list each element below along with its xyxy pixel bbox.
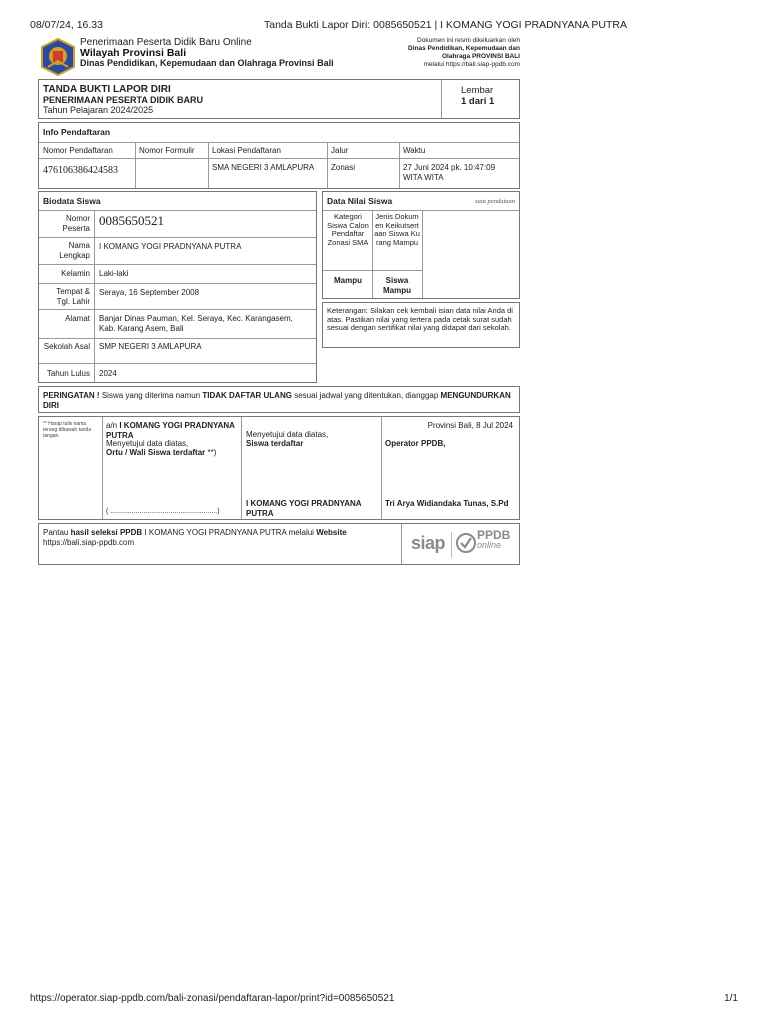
waktu-value: 27 Juni 2024 pk. 10:47:09 WITA WITA bbox=[403, 163, 496, 182]
col1-header bbox=[106, 421, 238, 440]
info-header-jalur: Jalur bbox=[331, 146, 349, 155]
footer-text2: I KOMANG YOGI PRADNYANA PUTRA melalui bbox=[144, 528, 314, 537]
value-kelamin: Laki-laki bbox=[99, 269, 129, 278]
label-sekolah: Sekolah Asal bbox=[43, 342, 90, 351]
print-title: Tanda Bukti Lapor Diri: 0085650521 | I KOMANG YOGI PRADNYANA PUTRA bbox=[264, 19, 627, 31]
title-box bbox=[38, 79, 520, 119]
signature-box bbox=[38, 416, 520, 520]
letterhead-right4: melalui https://bali.siap-ppdb.com bbox=[423, 61, 520, 68]
col1-blank: ( .......................................................) bbox=[106, 508, 220, 515]
ppdb-logo-icon bbox=[456, 532, 476, 554]
value-tahun-lulus: 2024 bbox=[99, 369, 117, 378]
bali-emblem-icon bbox=[38, 37, 78, 77]
label-alamat: Alamat bbox=[65, 314, 90, 323]
doc-subtitle: PENERIMAAN PESERTA DIDIK BARU bbox=[43, 95, 204, 105]
value-alamat: Banjar Dinas Pauman, Kel. Seraya, Kec. Karangasem, Kab. Karang Asem, Bali bbox=[99, 314, 293, 333]
col2-line1: Menyetujui data diatas, bbox=[246, 430, 329, 439]
col2-line2: Siswa terdaftar bbox=[246, 439, 304, 448]
info-header-lokasi: Lokasi Pendaftaran bbox=[212, 146, 281, 155]
letterhead-line2: Wilayah Provinsi Bali bbox=[80, 47, 187, 59]
footer-text bbox=[43, 528, 397, 538]
ppdb-logo bbox=[477, 530, 510, 550]
signature-note: ** Harap tulis nama terang dibawah tanda tangan. bbox=[43, 421, 92, 439]
footer-text1: Pantau bbox=[43, 528, 69, 537]
keterangan-box bbox=[322, 302, 520, 348]
info-pendaftaran-box bbox=[38, 122, 520, 189]
nilai-col2-header: Jenis Dokumen Keikutsertaan Siswa Kurang Mampu bbox=[374, 212, 420, 247]
label-nomor-peserta: Nomor Peserta bbox=[62, 214, 90, 233]
jalur-value: Zonasi bbox=[331, 163, 356, 172]
letterhead-right bbox=[408, 37, 520, 69]
nomor-pendaftaran-value: 476106386424583 bbox=[43, 165, 118, 176]
info-header-waktu: Waktu bbox=[403, 146, 426, 155]
col1-name: I KOMANG YOGI PRADNYANA PUTRA bbox=[106, 421, 235, 440]
biodata-heading: Biodata Siswa bbox=[43, 196, 101, 206]
info-header-nomor-formulir: Nomor Formulir bbox=[139, 146, 195, 155]
col3-name: Tri Arya Widiandaka Tunas, S.Pd bbox=[385, 499, 509, 508]
sheet-value: 1 dari 1 bbox=[461, 96, 495, 107]
col1-stars: **) bbox=[207, 448, 217, 457]
print-datetime: 08/07/24, 16.33 bbox=[30, 19, 103, 31]
letterhead-right2: Dinas Pendidikan, Kepemudaan dan bbox=[408, 45, 520, 52]
warning-text1: Siswa yang diterima namun bbox=[101, 391, 201, 400]
print-url: https://operator.siap-ppdb.com/bali-zonasi/pendaftaran-lapor/print?id=0085650521 bbox=[30, 993, 395, 1004]
nilai-heading: Data Nilai Siswa bbox=[327, 196, 393, 206]
nilai-col1-value: Mampu bbox=[334, 276, 362, 285]
sheet-label: Lembar bbox=[461, 85, 494, 96]
letterhead-right3: Olahraga PROVINSI BALI bbox=[441, 53, 520, 60]
col3-role: Operator PPDB, bbox=[385, 439, 446, 448]
label-ttl: Tempat & Tgl. Lahir bbox=[56, 287, 90, 306]
nilai-col1-header: Kategori Siswa Calon Pendaftar Zonasi SMA bbox=[327, 212, 369, 247]
biodata-box bbox=[38, 191, 317, 383]
nilai-note: saat pendataan bbox=[475, 198, 515, 205]
warning-box bbox=[38, 386, 520, 413]
info-header-nomor-pendaftaran: Nomor Pendaftaran bbox=[43, 146, 113, 155]
siap-logo bbox=[411, 533, 445, 557]
footer-bold2: Website bbox=[316, 528, 347, 537]
letterhead-right1: Dokumen ini resmi dikeluarkan oleh bbox=[417, 37, 520, 44]
footer-bold1: hasil seleksi PPDB bbox=[70, 528, 143, 537]
warning-text2: sesuai jadwal yang ditentukan, dianggap bbox=[294, 391, 439, 400]
col1-line3-wrap bbox=[106, 448, 240, 458]
ppdb-online-text: online bbox=[477, 540, 502, 550]
doc-year: Tahun Pelajaran 2024/2025 bbox=[43, 105, 154, 115]
col3-place: Provinsi Bali, 8 Jul 2024 bbox=[427, 421, 513, 430]
keterangan-text: Keterangan: Silakan cek kembali isian data nilai Anda di atas. Pastikan nilai yang tertera pada cetak surat sudah sesuai dengan sertifikat nilai yang didapat dari sekolah. bbox=[327, 306, 513, 332]
value-ttl: Seraya, 16 September 2008 bbox=[99, 288, 200, 297]
siap-logo-text: siap bbox=[411, 533, 446, 553]
warning-label: PERINGATAN ! bbox=[43, 391, 100, 400]
nilai-col2-value: Siswa Mampu bbox=[383, 276, 411, 295]
ppdb-logo-text: PPDB bbox=[477, 528, 511, 542]
value-sekolah: SMP NEGERI 3 AMLAPURA bbox=[99, 342, 202, 351]
label-kelamin: Kelamin bbox=[61, 269, 90, 278]
print-page: 1/1 bbox=[724, 993, 738, 1004]
warning-text bbox=[43, 391, 513, 410]
info-heading: Info Pendaftaran bbox=[43, 127, 111, 137]
lokasi-value: SMA NEGERI 3 AMLAPURA bbox=[212, 163, 315, 172]
nilai-box bbox=[322, 191, 520, 299]
col2-name: I KOMANG YOGI PRADNYANA PUTRA bbox=[246, 499, 362, 518]
warning-bold: TIDAK DAFTAR ULANG bbox=[202, 391, 292, 400]
label-tahun-lulus: Tahun Lulus bbox=[46, 369, 90, 378]
value-nomor-peserta: 0085650521 bbox=[99, 213, 164, 228]
doc-title: TANDA BUKTI LAPOR DIRI bbox=[43, 84, 171, 95]
letterhead-line3: Dinas Pendidikan, Kepemudaan dan Olahraga Provinsi Bali bbox=[80, 58, 334, 68]
footer-box bbox=[38, 523, 520, 565]
letterhead-line1: Penerimaan Peserta Didik Baru Online bbox=[80, 37, 252, 48]
col1-line2: Menyetujui data diatas, bbox=[106, 439, 189, 448]
label-nama: Nama Lengkap bbox=[59, 241, 90, 260]
footer-url: https://bali.siap-ppdb.com bbox=[43, 538, 135, 547]
value-nama: I KOMANG YOGI PRADNYANA PUTRA bbox=[99, 242, 242, 251]
col1-an: a/n bbox=[106, 421, 118, 430]
warning-bold2: MENGUNDURKAN DIRI bbox=[43, 391, 511, 410]
col1-line3: Ortu / Wali Siswa terdaftar bbox=[106, 448, 206, 457]
